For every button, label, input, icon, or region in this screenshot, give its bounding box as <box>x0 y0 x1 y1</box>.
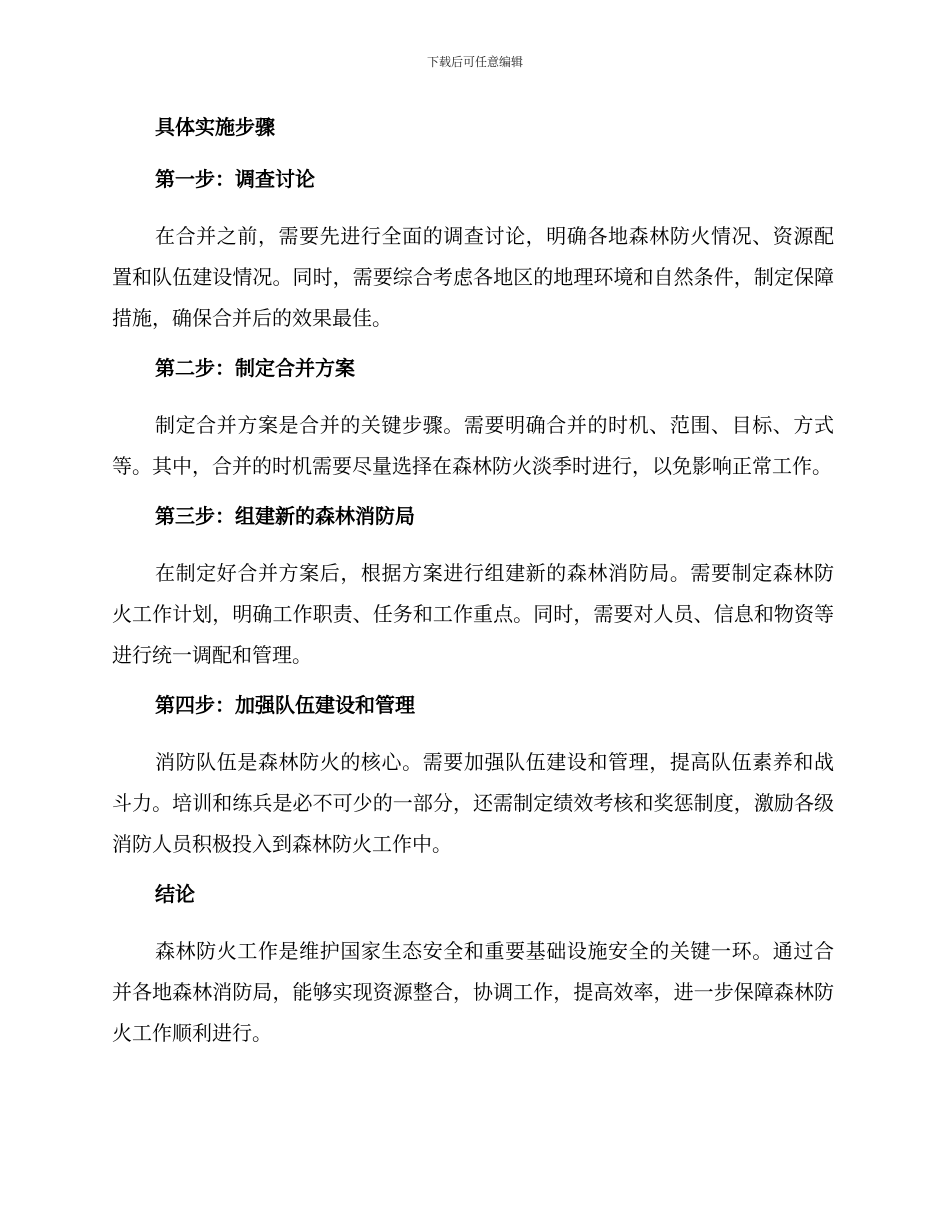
step-1-paragraph: 在合并之前，需要先进行全面的调查讨论，明确各地森林防火情况、资源配置和队伍建设情况。同时，需要综合考虑各地区的地理环境和自然条件，制定保障措施，确保合并后的效果最佳。 <box>112 224 834 330</box>
section-heading-implementation-steps: 具体实施步骤 <box>155 115 275 139</box>
conclusion-paragraph: 森林防火工作是维护国家生态安全和重要基础设施安全的关键一环。通过合并各地森林消防局，能够实现资源整合，协调工作，提高效率，进一步保障森林防火工作顺利进行。 <box>112 939 834 1045</box>
step-4-heading: 第四步：加强队伍建设和管理 <box>155 693 415 717</box>
step-4-paragraph: 消防队伍是森林防火的核心。需要加强队伍建设和管理，提高队伍素养和战斗力。培训和练兵是必不可少的一部分，还需制定绩效考核和奖惩制度，激励各级消防人员积极投入到森林防火工作中。 <box>112 750 834 856</box>
step-2-heading: 第二步：制定合并方案 <box>155 356 355 380</box>
step-1-heading: 第一步：调查讨论 <box>155 167 315 191</box>
document-body <box>112 112 834 1068</box>
step-3-heading: 第三步：组建新的森林消防局 <box>155 504 415 528</box>
conclusion-heading: 结论 <box>155 882 195 906</box>
step-3-paragraph: 在制定好合并方案后，根据方案进行组建新的森林消防局。需要制定森林防火工作计划，明确工作职责、任务和工作重点。同时，需要对人员、信息和物资等进行统一调配和管理。 <box>112 561 834 667</box>
step-2-paragraph: 制定合并方案是合并的关键步骤。需要明确合并的时机、范围、目标、方式等。其中，合并的时机需要尽量选择在森林防火淡季时进行，以免影响正常工作。 <box>112 413 834 478</box>
page-header-note: 下载后可任意编辑 <box>426 55 523 69</box>
